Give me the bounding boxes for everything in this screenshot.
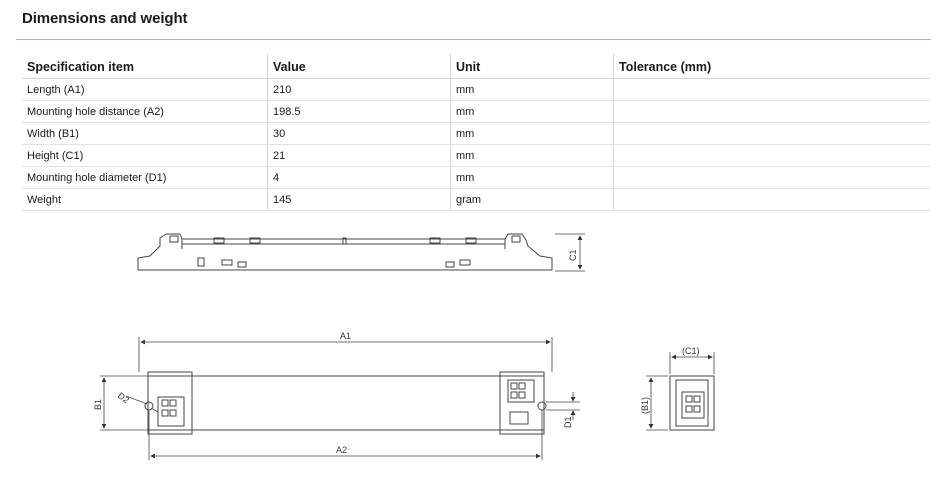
a1-dimension xyxy=(139,337,552,372)
a2-label: A2 xyxy=(336,445,348,455)
cell-unit: mm xyxy=(451,167,614,189)
cell-item: Weight xyxy=(22,189,268,211)
top-view xyxy=(145,372,546,434)
cell-item: Length (A1) xyxy=(22,79,268,101)
header-value: Value xyxy=(268,54,451,79)
d1-dimension xyxy=(546,392,580,420)
cell-value: 145 xyxy=(268,189,451,211)
cell-item: Mounting hole distance (A2) xyxy=(22,101,268,123)
cell-unit: mm xyxy=(451,101,614,123)
section-title: Dimensions and weight xyxy=(22,10,188,27)
cell-unit: mm xyxy=(451,79,614,101)
cell-value: 30 xyxy=(268,123,451,145)
d2-label: D2 xyxy=(115,390,132,406)
cell-value: 198.5 xyxy=(268,101,451,123)
b1-end-label: (B1) xyxy=(640,396,650,414)
header-unit: Unit xyxy=(451,54,614,79)
header-tolerance: Tolerance (mm) xyxy=(614,54,931,79)
cell-unit: mm xyxy=(451,123,614,145)
cell-item: Width (B1) xyxy=(22,123,268,145)
end-view xyxy=(670,376,714,430)
cell-item: Height (C1) xyxy=(22,145,268,167)
cell-value: 21 xyxy=(268,145,451,167)
c1-end-label: (C1) xyxy=(682,346,700,356)
cell-value: 210 xyxy=(268,79,451,101)
side-view xyxy=(138,234,552,270)
b1-label: B1 xyxy=(93,398,103,410)
c1-label: C1 xyxy=(568,249,578,261)
a1-label: A1 xyxy=(340,331,352,341)
header-specification-item: Specification item xyxy=(22,54,268,79)
d1-label: D1 xyxy=(563,416,573,428)
d2-dimension xyxy=(126,396,158,412)
cell-unit: gram xyxy=(451,189,614,211)
cell-item: Mounting hole diameter (D1) xyxy=(22,167,268,189)
cell-unit: mm xyxy=(451,145,614,167)
cell-value: 4 xyxy=(268,167,451,189)
